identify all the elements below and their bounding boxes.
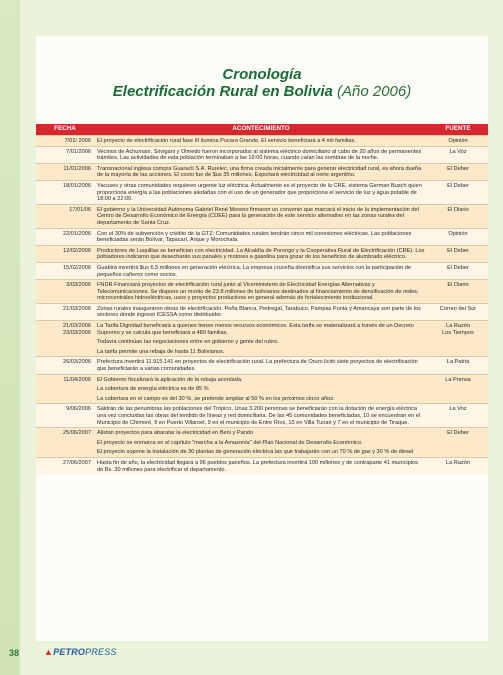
event-paragraph: Zonas rurales inauguraron obras de electrificación. Peña Blanca, Pedregal, Tarabuco, Pampas Punta y Amancaya son parte de los sectores donde ingresó ICESSA como distribuidor. xyxy=(97,305,421,319)
row-source: La Patria xyxy=(428,357,488,374)
page-title: Cronología xyxy=(222,66,302,83)
event-paragraph: El proyecto supone la instalación de 30 plantas de generación eléctrica las que trabajarán con un 70 % de gas y 30 % de diesel xyxy=(97,449,414,456)
row-source: El Deber xyxy=(428,262,488,279)
table-row xyxy=(36,228,488,245)
row-event xyxy=(94,404,428,428)
header-event: ACONTECIMIENTO xyxy=(94,124,428,136)
event-paragraph: Hasta fin de año, la electricidad llegará a 96 pueblos paceños. La prefectura invertirá 100 millones y de contraparte 41 municipios de Bs. 30 millones para electrificar el departamento. xyxy=(97,459,418,473)
row-event xyxy=(94,357,428,374)
event-paragraph: Transnacional inglesa compra Guaracli S.A. Rurelec, una firma creada inicialmente para generar electricidad rural, es ahora dueña de la mayoría de las acciones. El costo fue de $us 35 millones. Exportará electricidad al norte argentino. xyxy=(97,165,422,179)
row-date: 11/01/2006 xyxy=(36,163,94,180)
row-source: La Voz xyxy=(428,146,488,163)
event-paragraph: Saldrán de las penumbras las poblaciones del Trópico. Unas 3.200 personas se beneficiarán con la dotación de energía eléctrica una vez concluidas las obras del tendido de líneas y red domiciliaria. De las 45 comunidades beneficiadas, 10 se encuentran en el Municipio de Chimoré, 9 en Puerto Villaroel, 9 en el municipio de Entre Ríos, 10 en Villa Tunari y 7 en el municipio de Tiraque. xyxy=(97,406,421,426)
row-event xyxy=(94,457,428,474)
row-source: El Deber xyxy=(428,180,488,204)
left-margin-strip xyxy=(0,0,20,675)
title-block xyxy=(36,66,488,101)
row-source: La Razón xyxy=(428,457,488,474)
event-paragraph: La cobertura en el campo es del 30 %, se pretende ampliar al 50 % en los próximos cinco años. xyxy=(97,395,335,402)
row-source: El Deber xyxy=(428,428,488,458)
row-event xyxy=(94,245,428,262)
table-row xyxy=(36,245,488,262)
flame-icon: ▲ xyxy=(44,647,54,657)
row-date: 11/04/2006 xyxy=(36,374,94,404)
row-source: El Deber xyxy=(428,245,488,262)
event-paragraph: El proyecto se enmarca en el capítulo "marcha a la Amazonía" del Plan Nacional de Desarrollo Económico. xyxy=(97,439,363,446)
event-paragraph: El gobierno y la Universidad Autónoma Gabriel René Moreno firmaron un convenio que marcará el inicio de la implementación del Centro de Desarrollo Económico de Energía (CDEE) para la generación de este servicio alternativo en las zonas rurales del departamento de Santa Cruz. xyxy=(97,206,419,226)
petropress-logo xyxy=(44,647,117,657)
row-event xyxy=(94,228,428,245)
row-event xyxy=(94,374,428,404)
event-paragraph: El Gobierno fiscalizará la aplicación de la rebaja acordada. xyxy=(97,376,243,383)
chronology-table xyxy=(36,124,488,474)
row-source: Correo del Sur xyxy=(428,303,488,320)
row-event xyxy=(94,180,428,204)
row-date: 7/01/2006 xyxy=(36,146,94,163)
row-date: 18/01/2006 xyxy=(36,180,94,204)
row-event xyxy=(94,321,428,357)
row-event xyxy=(94,204,428,228)
table-row xyxy=(36,357,488,374)
logo-main: PETRO xyxy=(53,647,86,657)
table-row xyxy=(36,321,488,357)
row-date: 17/01/06 xyxy=(36,204,94,228)
table-header-row xyxy=(36,124,488,136)
row-source: La Voz xyxy=(428,404,488,428)
row-event xyxy=(94,163,428,180)
table-row xyxy=(36,146,488,163)
row-source: Opinión xyxy=(428,136,488,147)
event-paragraph: FNDR Financiará proyectos de electrificación rural junto al Viceministerio de Electricidad Energías Alternativas y Telecomunicaciones. Se dispone un monto de 23.8 millones de bolivianos destinados al financiamiento de densificación de redes, microcentrales hidroeléctricas, usos y proyectos productivos en general además de fortalecimiento institucional. xyxy=(97,282,419,302)
event-paragraph: Vecinos de Achumani, Sirvigani y Olmedo fueron incorporados al sistema eléctrico domiciliario al cabo de 20 años de permanentes trámites. Las actividades de esta población terminaban a las 19:00 horas, cuando caían las sombras de la noche. xyxy=(97,148,422,162)
table-row xyxy=(36,374,488,404)
event-paragraph: La Tarifa Dignidad beneficiará a quienes tienen menos recursos económicos. Esta tarifa se materializará a través de un Decreto Supremo y se calcula que beneficiará a 480 familias. xyxy=(97,323,414,336)
table-row xyxy=(36,303,488,320)
event-paragraph: Prefectura invertirá 11.915.141 en proyectos de electrificación rural. La prefectura de Oruro licitó siete proyectos de electrificación que beneficiarán a varias comunidades. xyxy=(97,359,418,373)
header-date: FECHA xyxy=(36,124,94,136)
row-source: El Diario xyxy=(428,204,488,228)
row-date: 15/02/2006 xyxy=(36,262,94,279)
event-paragraph: Alistan proyectos para abaratar la electricidad en Beni y Pando xyxy=(97,430,254,437)
subtitle-text: Electrificación Rural en Bolivia xyxy=(112,83,333,100)
table-row xyxy=(36,262,488,279)
event-paragraph: El proyecto de electrificación rural fase III ilumina Pucara Grande. El servicio beneficiará a 4 mil familias. xyxy=(97,138,356,144)
table-row xyxy=(36,163,488,180)
row-event xyxy=(94,262,428,279)
page-number: 38 xyxy=(9,648,20,658)
table-row xyxy=(36,404,488,428)
row-source: El Deber xyxy=(428,163,488,180)
row-event xyxy=(94,280,428,304)
row-date: 26/03/2006 xyxy=(36,357,94,374)
event-paragraph: Yacuses y otras comunidades requieren urgente luz eléctrica. Actualmente es el proyecto de la CRE, sistema German Busch quien proporciona energía a las poblaciones aledañas con el uso de un generador que proporciona el servicio de luz y agua potable de 18:00 a 22:00. xyxy=(97,182,422,203)
table-row xyxy=(36,280,488,304)
logo-press: PRESS xyxy=(85,647,117,657)
event-paragraph: Productores de Luquillas se benefician con electricidad. La Alcaldía de Porongo y la Cooperativa Rural de Electrificación (CRE). Los pobladores indicaron que desecharán sus panales y motores a gasolina para gozar de los beneficios de alumbrado eléctrico. xyxy=(97,247,425,261)
row-event xyxy=(94,428,428,458)
event-paragraph: Guabirá invertirá $us 6.5 millones en generación eléctrica. La empresa cruceña diversifica sus servicios con la participación de pequeños cañeros como socios. xyxy=(97,264,412,278)
row-date: 7/01/ 2006 xyxy=(36,136,94,147)
event-paragraph: Con el 30% de subvención y crédito de la GTZ: Comunidades rurales tendrán cinco mil conexiones eléctricas. Las poblaciones beneficiadas serán Bolívar, Tapacarí, Arque y Morochata. xyxy=(97,230,412,244)
row-date: 9/06/2006 xyxy=(36,404,94,428)
subtitle-year: (Año 2006) xyxy=(337,83,412,100)
table-row xyxy=(36,204,488,228)
row-source: La Prensa xyxy=(428,374,488,404)
table-body xyxy=(36,136,488,475)
row-date: 21/03/2006 23/03/2006 xyxy=(36,321,94,357)
content-panel xyxy=(36,36,488,641)
row-date: 12/02/2006 xyxy=(36,245,94,262)
row-source: La Razón Los Tiempos xyxy=(428,321,488,357)
page-subtitle xyxy=(36,83,488,101)
table-row xyxy=(36,136,488,147)
event-paragraph: Todavía continúan las negociaciones entre en gobierno y gente del rubro. xyxy=(97,339,279,346)
table-row xyxy=(36,457,488,474)
row-date: 21/03/2006 xyxy=(36,303,94,320)
row-date: 22/01/2006 xyxy=(36,228,94,245)
event-paragraph: La tarifa permite una rebaja de hasta 11 Bolivianos. xyxy=(97,348,225,355)
row-date: 27/06/2007 xyxy=(36,457,94,474)
row-date: 3/03/2006 xyxy=(36,280,94,304)
row-source: Opinión xyxy=(428,228,488,245)
table-row xyxy=(36,428,488,458)
event-paragraph: La cobertura de energía eléctrica es de 85 % xyxy=(97,386,209,393)
row-date: 25/06/2007 xyxy=(36,428,94,458)
row-event xyxy=(94,136,428,147)
row-event xyxy=(94,303,428,320)
row-source: El Diario xyxy=(428,280,488,304)
row-event xyxy=(94,146,428,163)
header-source: FUENTE xyxy=(428,124,488,136)
table-row xyxy=(36,180,488,204)
